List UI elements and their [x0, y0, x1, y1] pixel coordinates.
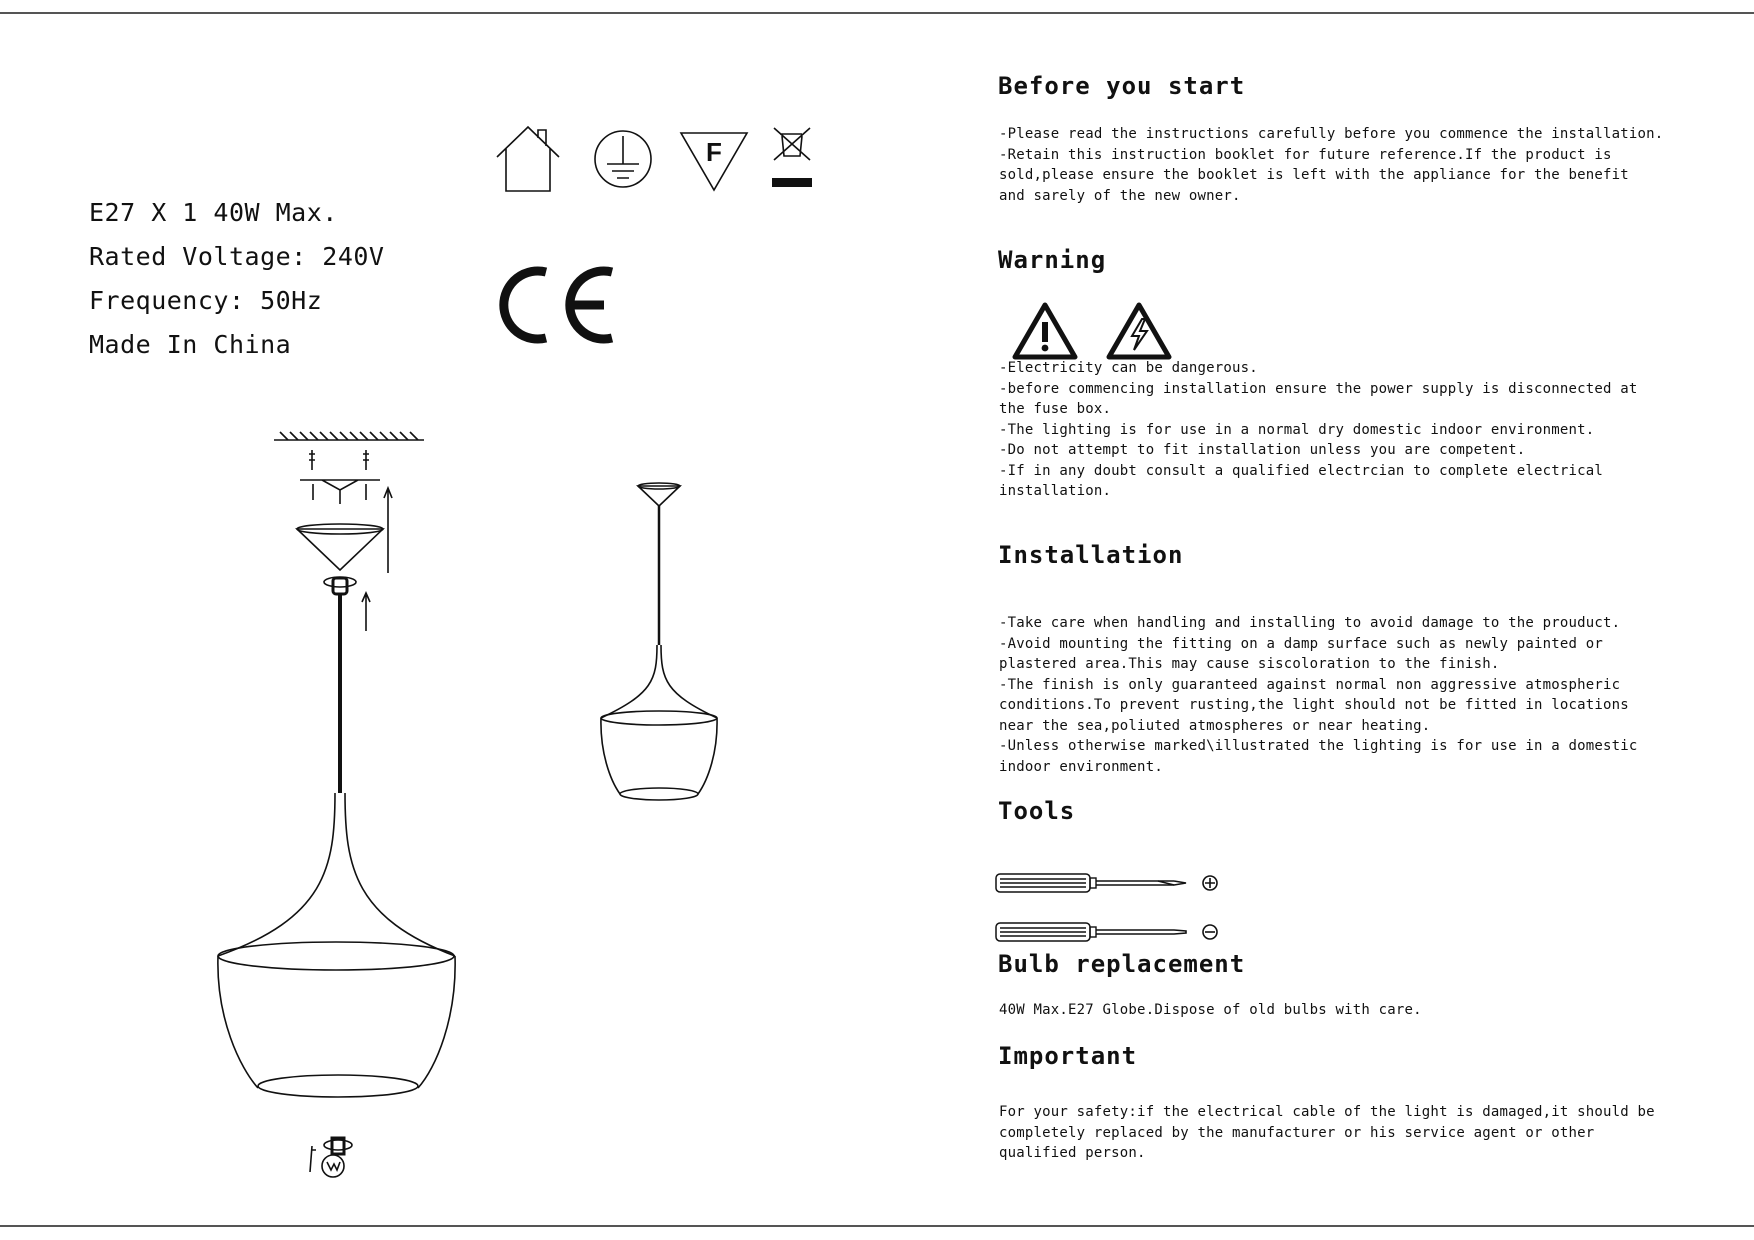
ce-mark-icon [500, 262, 620, 348]
before-you-start-line-3: sold,please ensure the booklet is left with the appliance for the benefit [999, 167, 1629, 183]
warning-line-1: -Electricity can be dangerous. [999, 360, 1258, 376]
bulb-replacement-line-1: 40W Max.E27 Globe.Dispose of old bulbs with care. [999, 1002, 1422, 1018]
electric-shock-icon [1106, 302, 1172, 360]
warning-line-3: the fuse box. [999, 401, 1112, 417]
before-you-start-line-2: -Retain this instruction booklet for future reference.If the product is [999, 147, 1612, 163]
before-you-start-line-4: and sarely of the new owner. [999, 188, 1241, 204]
installation-line-4: -The finish is only guaranteed against normal non aggressive atmospheric [999, 677, 1621, 693]
warning-line-4: -The lighting is for use in a normal dry domestic indoor environment. [999, 422, 1595, 438]
installation-line-2: -Avoid mounting the fitting on a damp surface such as newly painted or [999, 636, 1604, 652]
indoor-house-icon [494, 124, 564, 194]
crossed-bin-icon [770, 126, 814, 190]
earth-ground-icon [592, 128, 654, 190]
spec-voltage: Rated Voltage: 240V [89, 242, 385, 271]
before-you-start-line-1: -Please read the instructions carefully before you commence the installation. [999, 126, 1664, 142]
warning-heading: Warning [998, 246, 1107, 274]
installation-line-7: -Unless otherwise marked\illustrated the lighting is for use in a domestic [999, 738, 1638, 754]
important-line-2: completely replaced by the manufacturer or his service agent or other [999, 1125, 1595, 1141]
important-line-3: qualified person. [999, 1145, 1146, 1161]
installation-heading: Installation [998, 541, 1184, 569]
installation-line-5: conditions.To prevent rusting,the light should not be fitted in locations [999, 697, 1629, 713]
assembled-lamp-diagram [590, 480, 730, 808]
ce-mark-text: CE [500, 262, 502, 263]
installation-line-1: -Take care when handling and installing to avoid damage to the prouduct. [999, 615, 1621, 631]
phillips-screwdriver-icon [994, 870, 1220, 896]
installation-line-3: plastered area.This may cause siscoloration to the finish. [999, 656, 1500, 672]
important-line-1: For your safety:if the electrical cable of the light is damaged,it should be [999, 1104, 1655, 1120]
spec-frequency: Frequency: 50Hz [89, 286, 323, 315]
bottom-border [0, 1225, 1754, 1227]
warning-line-2: -before commencing installation ensure the power supply is disconnected at [999, 381, 1638, 397]
installation-line-8: indoor environment. [999, 759, 1163, 775]
spec-origin: Made In China [89, 330, 292, 359]
spec-bulb: E27 X 1 40W Max. [89, 198, 338, 227]
installation-diagram [200, 428, 480, 1188]
flat-screwdriver-icon [994, 919, 1220, 945]
top-border [0, 12, 1754, 14]
warning-line-7: installation. [999, 483, 1112, 499]
bulb-replacement-heading: Bulb replacement [998, 950, 1246, 978]
warning-exclamation-icon [1012, 302, 1078, 360]
f-mark-icon [678, 130, 750, 194]
f-mark-letter: F [706, 137, 722, 167]
warning-line-6: -If in any doubt consult a qualified electrcian to complete electrical [999, 463, 1604, 479]
before-you-start-heading: Before you start [998, 72, 1246, 100]
installation-line-6: near the sea,poliuted atmospheres or near heating. [999, 718, 1431, 734]
warning-line-5: -Do not attempt to fit installation unless you are competent. [999, 442, 1526, 458]
important-heading: Important [998, 1042, 1138, 1070]
tools-heading: Tools [998, 797, 1076, 825]
